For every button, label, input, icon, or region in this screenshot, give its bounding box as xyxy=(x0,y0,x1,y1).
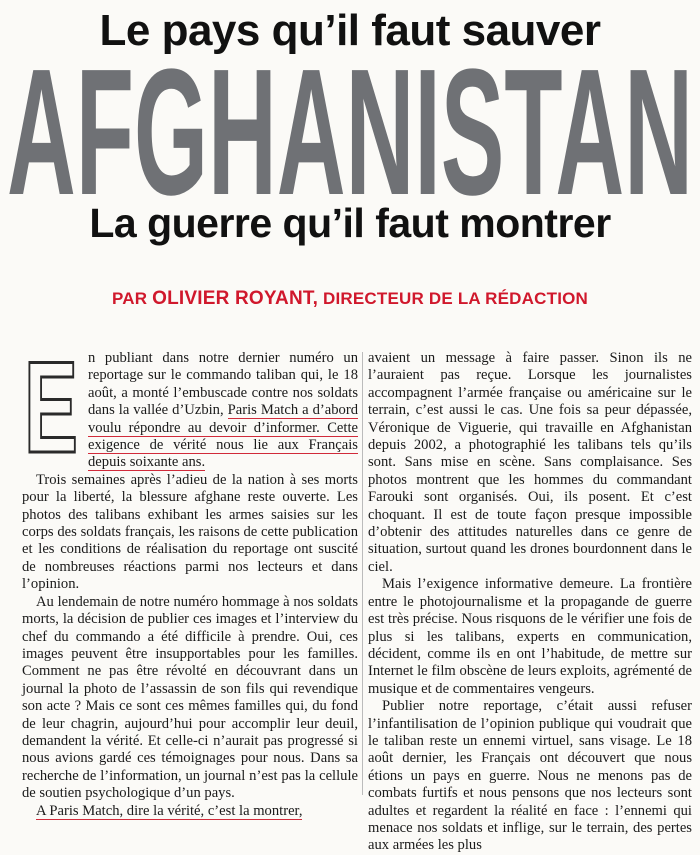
byline xyxy=(0,288,700,310)
kicker-bottom: La guerre qu’il faut montrer xyxy=(89,200,611,246)
article-column-left xyxy=(22,334,359,820)
byline-prefix: PAR xyxy=(111,289,153,308)
paragraph-4 xyxy=(22,803,358,820)
kicker-top: Le pays qu’il faut sauver xyxy=(99,6,601,55)
paragraph-right-3: Publier notre reportage, c’était aussi refuser l’infantilisation de l’opinion publique qui voudrait que le taliban reste un ennemi virtuel, sans visage. Le 18 août dernier, les Français ont découvert que nous étions un pays en guerre. Nous ne menons pas de combats furtifs et nous pensons que nos lecteurs sont adultes et regardent la réalité en face : l’ennemi qui menace nos soldats et inflige, sur le terrain, des pertes aux armées les plus xyxy=(368,698,692,854)
paragraph-3: Au lendemain de notre numéro hommage à nos soldats morts, la décision de publier ces images et l’interview du chef du commando a été difficile à prendre. Oui, ces images peuvent être insupportables pour les familles. Comment ne pas être révolté en découvrant dans un journal la photo de l’assassin de son fils qui revendique son acte ? Mais ce sont ces mêmes familles qui, du fond de leur chagrin, aujourd’hui pour accomplir leur deuil, demandent la vérité. Et celle-ci n’aurait pas progressé si nous avions gardé ces témoignages pour nous. Dans sa recherche de l’information, un journal n’est pas la cellule de soutien psychologique d’un pays. xyxy=(22,593,358,802)
article-column-right xyxy=(368,350,692,855)
column-divider xyxy=(362,352,363,795)
byline-role: DIRECTEUR DE LA RÉDACTION xyxy=(318,289,589,308)
drop-cap xyxy=(22,334,80,480)
svg-text:E: E xyxy=(24,334,78,480)
svg-text:AFGHANISTAN: AFGHANISTAN xyxy=(7,32,693,233)
intro-text: n publiant dans notre dernier numéro un reportage sur le commando taliban qui, le 18 août, a monté l’embuscade contre nos soldats dans la vallée d’Uzbin, xyxy=(88,350,358,419)
paragraph-right-1: avaient un message à faire passer. Sinon ils ne l’auraient pas reçue. Lorsque les journalistes accompagnent l’armée française ou américaine sur le terrain, c’est aussi le cas. Une fois sa peur dépassée, Véronique de Viguerie, qui travaille en Afghanistan depuis 2002, a photographié les talibans tels qu’ils sont. Sans mise en scène. Sans complaisance. Ses photos montrent que les hommes du commandant Farouki sont organisés. Oui, ils posent. Et c’est choquant. Il est de toute façon presque impossible d’obtenir des attitudes naturelles dans ce genre de situation, surtout quand les drones bourdonnent dans le ciel. xyxy=(368,350,692,575)
paragraph-right-2: Mais l’exigence informative demeure. La frontière entre le photojournalisme et la propagande de guerre est très précise. Nous risquons de le vérifier une fois de plus si les talibans, experts en communication, décident, comme ils en ont l’habitude, de mettre sur Internet le film obscène de leurs exploits, agrémenté de musique et de commentaires vengeurs. xyxy=(368,576,692,697)
intro-underlined: Paris Match a d’abord voulu répondre au devoir d’informer. Cette exigence de vérité nous lie aux Français depuis soixante ans. xyxy=(88,402,359,471)
byline-author: OLIVIER ROYANT, xyxy=(152,288,319,309)
paragraph-2: Trois semaines après l’adieu de la nation à ses morts pour la liberté, la blessure afghane reste ouverte. Les photos des talibans exhibant les armes saisies sur les corps des soldats français, les raisons de cette publication et les conditions de réalisation du reportage ont suscité de nombreuses réactions parmi nos lecteurs et dans l’opinion. xyxy=(22,471,358,593)
paragraph-4-underlined: A Paris Match, dire la vérité, c’est la montrer, xyxy=(36,802,303,819)
